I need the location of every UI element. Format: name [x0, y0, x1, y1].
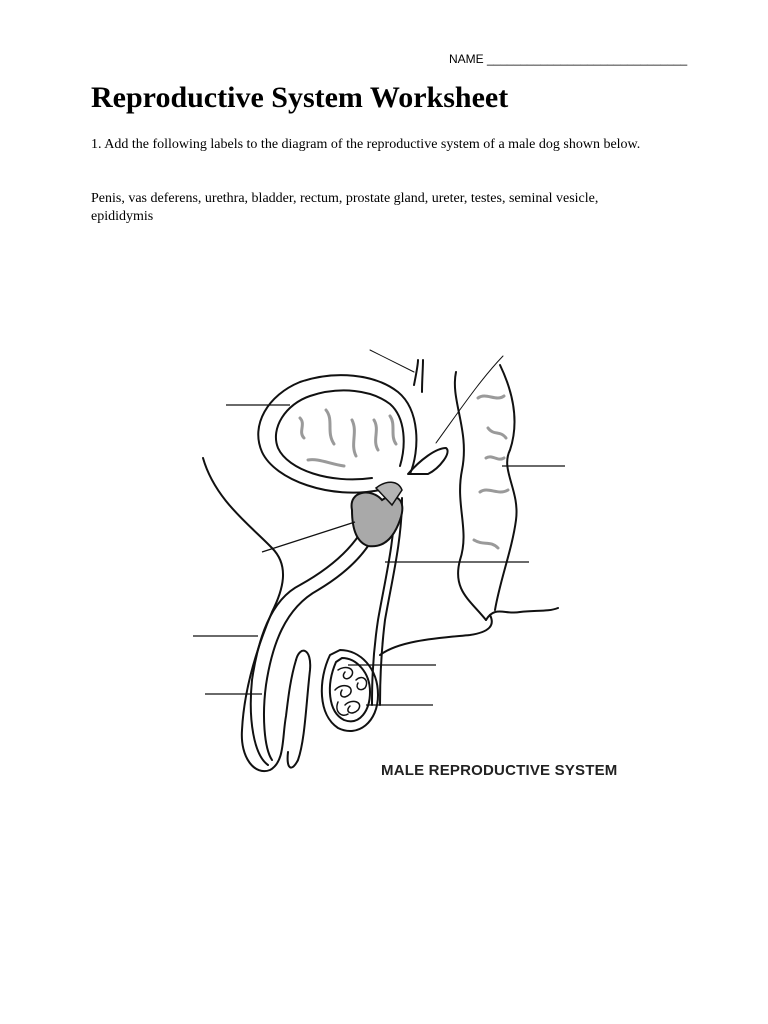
page-title: Reproductive System Worksheet [91, 81, 509, 114]
sheath-outline [288, 651, 311, 768]
instruction-text: 1. Add the following labels to the diagram of the reproductive system of a male dog shown below. [91, 137, 641, 152]
body-outline [203, 458, 296, 771]
rectum-base [486, 608, 558, 620]
ureter-line [370, 350, 414, 372]
label-list: Penis, vas deferens, urethra, bladder, rectum, prostate gland, ureter, testes, seminal vesicle, epididymis [91, 191, 599, 224]
testis-coils [335, 668, 367, 716]
ureter [414, 360, 418, 385]
rectum-right [495, 365, 517, 610]
upper-line [436, 356, 503, 443]
diagram-caption: MALE REPRODUCTIVE SYSTEM [381, 762, 618, 779]
rectum-left [455, 372, 486, 620]
bladder-texture [300, 410, 396, 466]
reproductive-system-diagram [0, 330, 768, 790]
pelvic-floor [380, 615, 492, 655]
name-field[interactable]: NAME ______________________________ [449, 52, 688, 66]
rectum-texture [474, 396, 508, 548]
ureter-2 [422, 360, 423, 392]
label-line-2 [262, 522, 355, 552]
